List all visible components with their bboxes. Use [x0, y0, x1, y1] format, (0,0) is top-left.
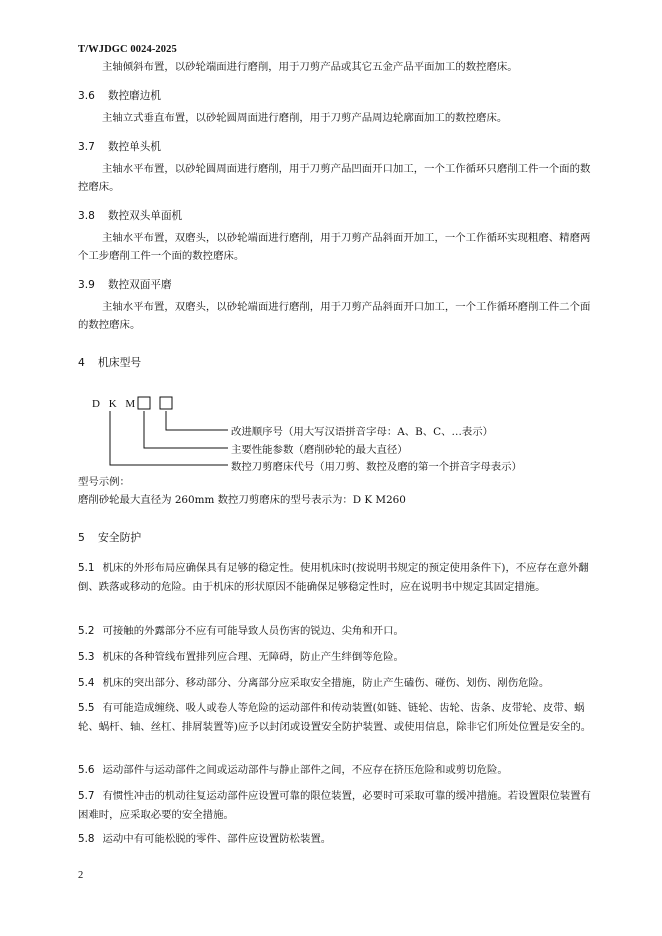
clause-5-3: 5.3 机床的各种管线布置排列应合理、无障碍，防止产生绊倒等危险。: [78, 651, 404, 663]
section-3-7-heading: 3.7 数控单头机: [78, 141, 161, 153]
label-main-parameter: 主要性能参数（磨削砂轮的最大直径）: [231, 444, 408, 456]
section-3-6-body: 主轴立式垂直布置，以砂轮圆周面进行磨削，用于刀剪产品周边轮廓面加工的数控磨床。: [102, 112, 508, 124]
clause-5-5: 5.5 有可能造成缠绕、吸人或卷人等危险的运动部件和传动装置(如链、链轮、齿轮、齿条、皮带轮、皮带、蜗轮、蜗杆、轴、丝杠、排屑装置等)应予以封闭或设置安全防护装置、或使用信息，除非它们所处位置是安全的。: [78, 702, 592, 733]
page-number: 2: [78, 870, 84, 881]
intro-paragraph: 主轴倾斜布置，以砂轮端面进行磨削，用于刀剪产品或其它五金产品平面加工的数控磨床。: [102, 61, 518, 73]
section-5-heading: 5 安全防护: [78, 531, 142, 544]
clause-5-6: 5.6 运动部件与运动部件之间或运动部件与静止部件之间，不应存在挤压危险和或剪切危险。: [78, 764, 508, 776]
label-machine-code: 数控刀剪磨床代号（用刀剪、数控及磨的第一个拼音字母表示）: [231, 461, 522, 473]
standard-code-header: T/WJDGC 0024-2025: [78, 44, 177, 55]
section-3-6-heading: 3.6 数控磨边机: [78, 90, 161, 102]
clause-5-4: 5.4 机床的突出部分、移动部分、分离部分应采取安全措施，防止产生磕伤、碰伤、划伤、剐伤危险。: [78, 677, 550, 689]
section-3-8-heading: 3.8 数控双头单面机: [78, 210, 183, 222]
clause-5-1: 5.1 机床的外形布局应确保具有足够的稳定性。使用机床时(按说明书规定的预定使用条件下)，不应存在意外翻倒、跌落或移动的危险。由于机床的形状原因不能确保足够稳定性时，应在说明书中规定其固定措施。: [78, 562, 589, 593]
example-text: 磨削砂轮最大直径为 260mm 数控刀剪磨床的型号表示为：D K M260: [78, 494, 406, 506]
section-3-9-body: 主轴水平布置，双磨头，以砂轮端面进行磨削，用于刀剪产品斜面开口加工，一个工作循环磨削工件二个面的数控磨床。: [78, 301, 591, 331]
section-3-9-heading: 3.9 数控双面平磨: [78, 279, 172, 291]
label-improvement-sequence: 改进顺序号（用大写汉语拼音字母：A、B、C、…表示）: [231, 426, 494, 438]
example-title: 型号示例：: [78, 476, 130, 488]
clause-5-7: 5.7 有惯性冲击的机动往复运动部件应设置可靠的限位装置，必要时可采取可靠的缓冲措施。若设置限位装置有困难时，应采取必要的安全措施。: [78, 790, 591, 821]
model-code-prefix: D K M: [92, 398, 139, 410]
section-4-heading: 4 机床型号: [78, 356, 142, 369]
clause-5-8: 5.8 运动中有可能松脱的零件、部件应设置防松装置。: [78, 833, 332, 845]
section-3-8-body: 主轴水平布置，双磨头，以砂轮端面进行磨削，用于刀剪产品斜面开加工，一个工作循环实现粗磨、精磨两个工步磨削工件一个面的数控磨床。: [78, 232, 591, 262]
section-3-7-body: 主轴水平布置，以砂轮圆周面进行磨削，用于刀剪产品凹面开口加工，一个工作循环只磨削工件一个面的数控磨床。: [78, 163, 591, 193]
clause-5-2: 5.2 可接触的外露部分不应有可能导致人员伤害的锐边、尖角和开口。: [78, 625, 404, 637]
